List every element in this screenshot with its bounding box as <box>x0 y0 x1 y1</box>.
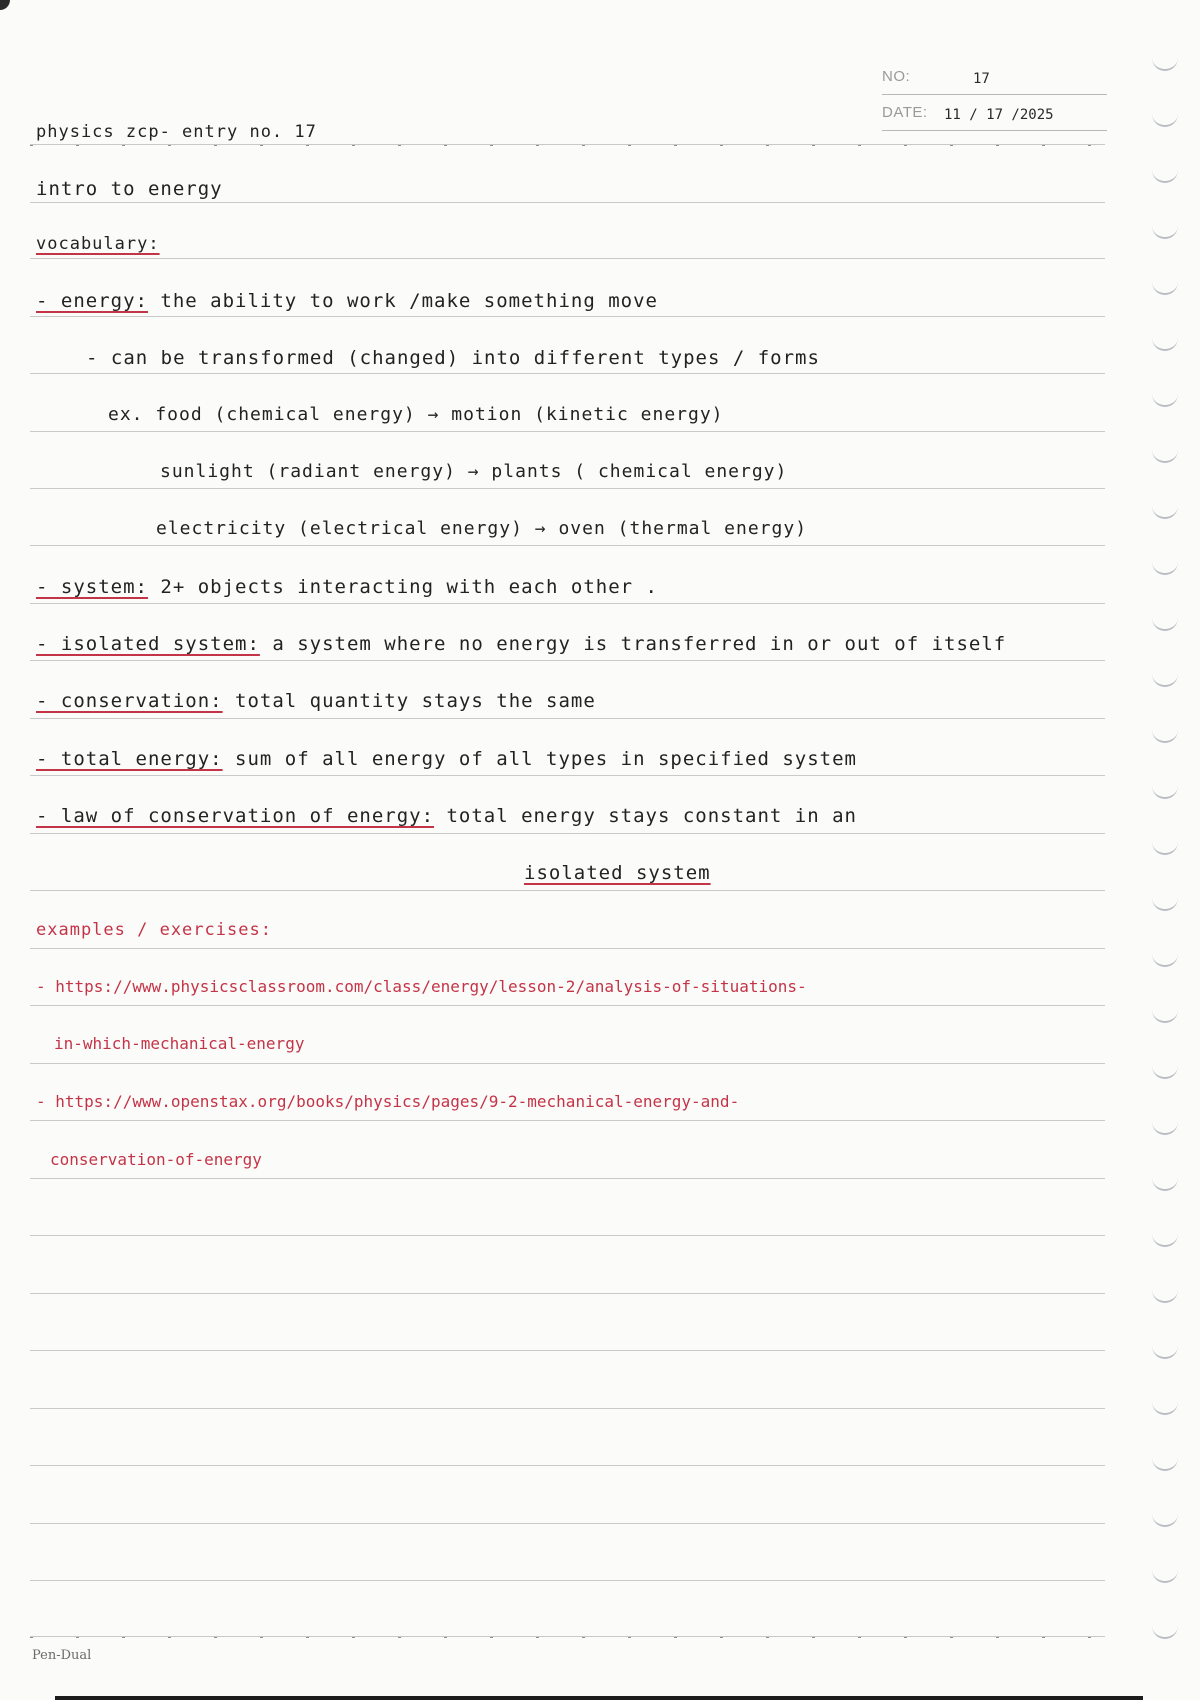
binder-hole-icon <box>1152 223 1178 239</box>
system-def-text: 2+ objects interacting with each other . <box>147 576 658 598</box>
binder-hole-icon <box>1152 1511 1178 1527</box>
ruled-line <box>30 1178 1105 1179</box>
transform-note: - can be transformed (changed) into different types / forms <box>86 347 820 369</box>
binder-hole-icon <box>1152 111 1178 127</box>
ruled-line <box>30 948 1105 949</box>
system-term: - system: <box>36 576 148 598</box>
example-sunlight: sunlight (radiant energy) → plants ( chemical energy) <box>160 461 788 482</box>
binder-hole-icon <box>1152 783 1178 799</box>
brand-logo: Pen-Dual <box>32 1648 92 1663</box>
binder-holes <box>1152 55 1188 1679</box>
binder-hole-icon <box>1152 895 1178 911</box>
isolated-term: - isolated system: <box>36 633 260 655</box>
isolated-def-text: a system where no energy is transferred in or out of itself <box>259 633 1007 655</box>
conservation-term: - conservation: <box>36 690 223 712</box>
example-electricity: electricity (electrical energy) → oven (thermal energy) <box>156 518 808 539</box>
no-label: NO: <box>882 68 911 85</box>
binder-hole-icon <box>1152 55 1178 71</box>
binder-hole-icon <box>1152 391 1178 407</box>
law-definition <box>36 805 857 827</box>
binder-hole-icon <box>1152 1231 1178 1247</box>
entry-title: physics zcp- entry no. 17 <box>36 122 317 142</box>
system-definition <box>36 576 658 598</box>
scan-bottom-edge <box>55 1696 1143 1700</box>
binder-hole-icon <box>1152 615 1178 631</box>
binder-hole-icon <box>1152 447 1178 463</box>
ruled-line <box>30 373 1105 374</box>
binder-hole-icon <box>1152 951 1178 967</box>
link-physicsclassroom-cont[interactable]: in-which-mechanical-energy <box>54 1034 305 1053</box>
ruled-line <box>30 1005 1105 1006</box>
ruled-line <box>30 1235 1105 1236</box>
law-def-text: total energy stays constant in an <box>434 805 857 827</box>
binder-hole-icon <box>1152 503 1178 519</box>
ruled-line <box>30 833 1105 834</box>
binder-hole-icon <box>1152 1175 1178 1191</box>
examples-heading: examples / exercises: <box>36 920 272 940</box>
ruled-line <box>30 1523 1105 1524</box>
ruled-line <box>30 1636 1105 1638</box>
link-physicsclassroom[interactable]: - https://www.physicsclassroom.com/class/energy/lesson-2/analysis-of-situations- <box>36 977 807 996</box>
ruled-line <box>30 890 1105 891</box>
ruled-line <box>30 1120 1105 1121</box>
entry-date: 11 / 17 /2025 <box>944 107 1054 123</box>
law-term: - law of conservation of energy: <box>36 805 435 827</box>
binder-hole-icon <box>1152 559 1178 575</box>
energy-definition <box>36 290 658 312</box>
binder-hole-icon <box>1152 1007 1178 1023</box>
total-energy-def-text: sum of all energy of all types in specified system <box>222 748 857 770</box>
scan-corner <box>0 0 10 10</box>
ruled-line <box>30 718 1105 719</box>
law-definition-cont: isolated system <box>524 862 711 884</box>
binder-hole-icon <box>1152 1623 1178 1639</box>
date-label: DATE: <box>882 104 928 121</box>
binder-hole-icon <box>1152 1343 1178 1359</box>
ruled-line <box>30 1293 1105 1294</box>
ruled-line <box>30 545 1105 546</box>
ruled-line <box>30 1350 1105 1351</box>
example-food: ex. food (chemical energy) → motion (kinetic energy) <box>108 404 724 425</box>
link-openstax[interactable]: - https://www.openstax.org/books/physics/pages/9-2-mechanical-energy-and- <box>36 1092 740 1111</box>
conservation-definition <box>36 690 596 712</box>
binder-hole-icon <box>1152 839 1178 855</box>
ruled-line <box>30 1063 1105 1064</box>
ruled-line <box>30 1465 1105 1466</box>
binder-hole-icon <box>1152 1567 1178 1583</box>
isolated-definition <box>36 633 1006 655</box>
ruled-line <box>30 660 1105 661</box>
ruled-line <box>30 1580 1105 1581</box>
binder-hole-icon <box>1152 167 1178 183</box>
ruled-line <box>30 202 1105 203</box>
conservation-def-text: total quantity stays the same <box>222 690 596 712</box>
binder-hole-icon <box>1152 1399 1178 1415</box>
ruled-line <box>30 488 1105 489</box>
binder-hole-icon <box>1152 335 1178 351</box>
total-energy-definition <box>36 748 857 770</box>
total-energy-term: - total energy: <box>36 748 223 770</box>
ruled-line <box>30 775 1105 776</box>
binder-hole-icon <box>1152 1119 1178 1135</box>
binder-hole-icon <box>1152 671 1178 687</box>
link-openstax-cont[interactable]: conservation-of-energy <box>50 1150 262 1169</box>
energy-def-text: the ability to work /make something move <box>147 290 658 312</box>
ruled-line <box>30 144 1105 146</box>
binder-hole-icon <box>1152 279 1178 295</box>
ruled-line <box>30 603 1105 604</box>
no-rule <box>882 94 1107 95</box>
ruled-line <box>30 316 1105 317</box>
ruled-line <box>30 258 1105 259</box>
binder-hole-icon <box>1152 1455 1178 1471</box>
entry-number: 17 <box>973 71 990 87</box>
binder-hole-icon <box>1152 1287 1178 1303</box>
vocab-heading: vocabulary: <box>36 234 160 254</box>
ruled-line <box>30 431 1105 432</box>
topic-heading: intro to energy <box>36 178 223 200</box>
binder-hole-icon <box>1152 1063 1178 1079</box>
binder-hole-icon <box>1152 727 1178 743</box>
date-rule <box>882 130 1107 131</box>
energy-term: - energy: <box>36 290 148 312</box>
ruled-line <box>30 1408 1105 1409</box>
